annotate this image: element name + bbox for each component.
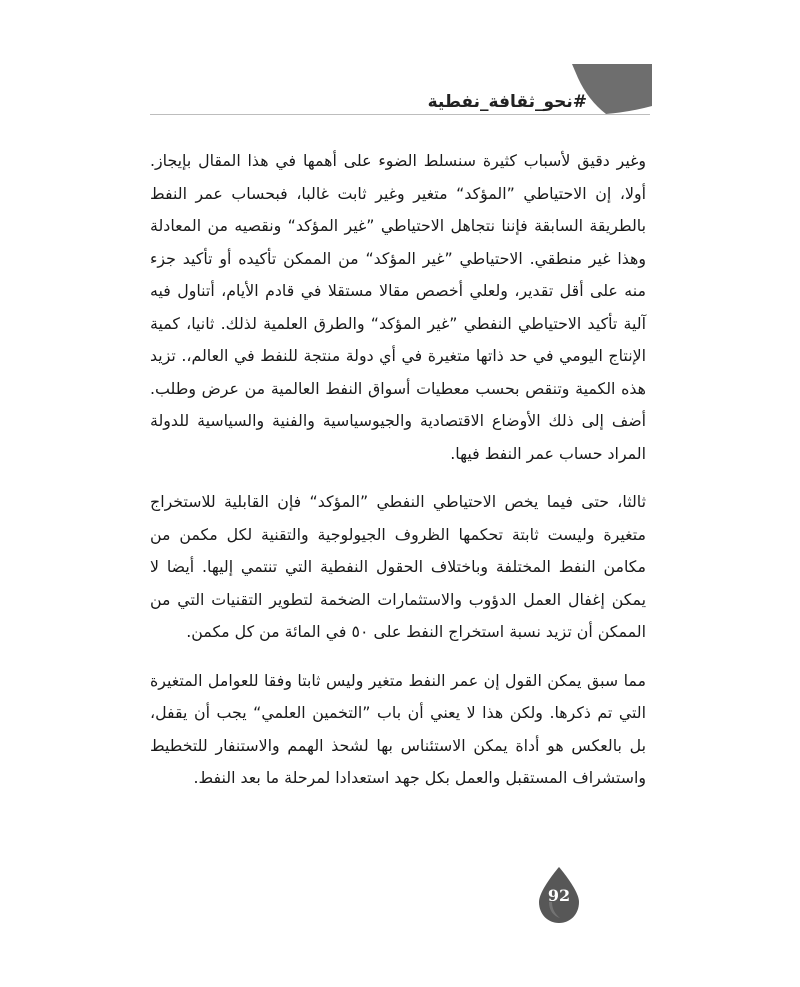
paragraph-1: وغير دقيق لأسباب كثيرة سنسلط الضوء على أهمها في هذا المقال بإيجاز. أولا، إن الاحتياطي ”المؤكد“ متغير وغير ثابت غالبا، فبحساب عمر النفط بالطريقة السابقة فإننا نتجاهل الاحتياطي ”غير المؤكد“ ونقصيه من المعادلة وهذا غير منطقي. الاحتياطي ”غير المؤكد“ من الممكن تأكيده أو تأكيد جزء منه على أقل تقدير، ولعلي أخصص مقالا مستقلا في قادم الأيام، أتناول فيه آلية تأكيد الاحتياطي النفطي ”غير المؤكد“ والطرق العلمية لذلك. ثانيا، كمية الإنتاج اليومي في حد ذاتها متغيرة في أي دولة منتجة للنفط في العالم،. تزيد هذه الكمية وتنقص بحسب معطيات أسواق النفط العالمية من عرض وطلب. أضف إلى ذلك الأوضاع الاقتصادية والجيوسياسية والفنية والسياسية للدولة المراد حساب عمر النفط فيها. — [150, 151, 646, 463]
article-body — [150, 145, 646, 811]
header-divider — [150, 114, 650, 115]
paragraph-2: ثالثا، حتى فيما يخص الاحتياطي النفطي ”المؤكد“ فإن القابلية للاستخراج متغيرة وليست ثابتة تحكمها الظروف الجيولوجية والتقنية لكل مكمن من مكامن النفط المختلفة وباختلاف الحقول النفطية التي تنتمي إليها. أيضا لا يمكن إغفال العمل الدؤوب والاستثمارات الضخمة لتطوير التقنيات التي من الممكن أن تزيد نسبة استخراج النفط على ٥٠ في المائة من كل مكمن. — [150, 492, 646, 641]
page-number: 92 — [547, 886, 571, 905]
header-hashtag-title: #نحو_ثقافة_نفطية — [427, 92, 587, 112]
paragraph-3: مما سبق يمكن القول إن عمر النفط متغير وليس ثابتا وفقا للعوامل المتغيرة التي تم ذكرها. ولكن هذا لا يعني أن باب ”التخمين العلمي“ يجب أن يقفل، بل بالعكس هو أداة يمكن الاستئناس بها لشحذ الهمم والاستنفار للتخطيط واستشراف المستقبل والعمل بكل جهد استعدادا لمرحلة ما بعد النفط. — [150, 670, 646, 787]
